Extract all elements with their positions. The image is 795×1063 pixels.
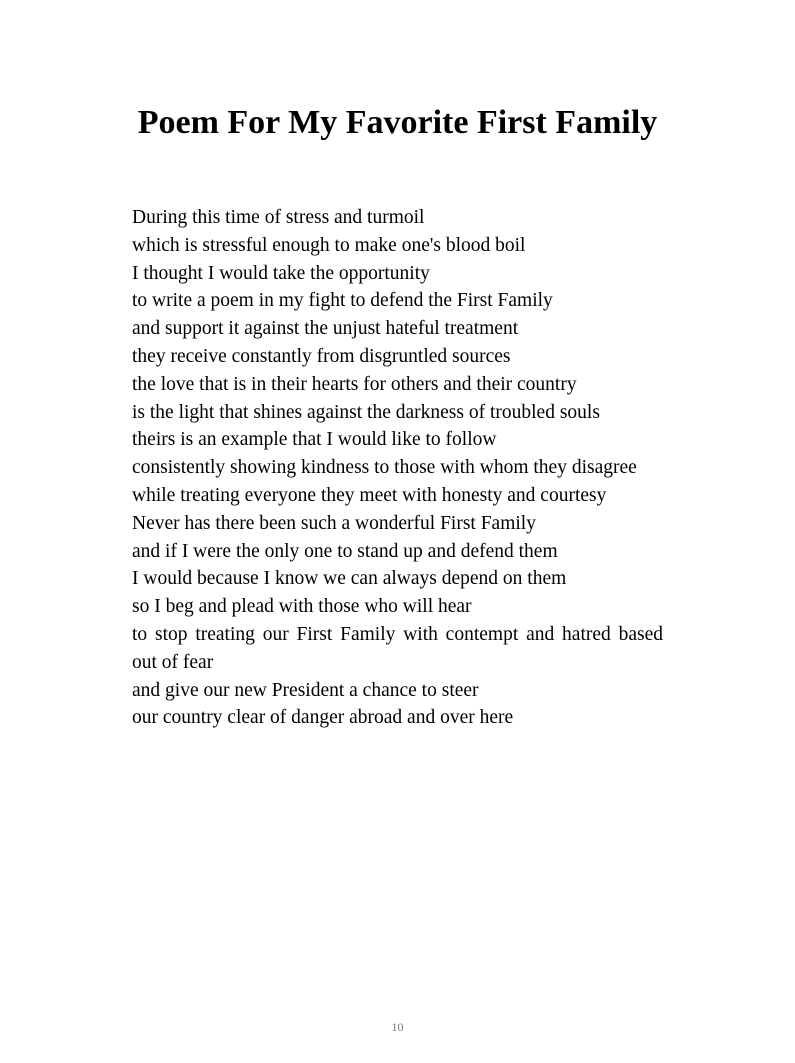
- poem-line: and give our new President a chance to steer: [132, 679, 479, 701]
- poem-line: which is stressful enough to make one's blood boil: [132, 234, 526, 256]
- poem-line: and support it against the unjust hateful treatment: [132, 318, 519, 340]
- poem-line: Never has there been such a wonderful First Family: [132, 512, 536, 534]
- poem-line: the love that is in their hearts for others and their country: [132, 373, 577, 395]
- poem-line: consistently showing kindness to those with whom they disagree: [132, 457, 637, 479]
- poem-line: and if I were the only one to stand up and defend them: [132, 540, 558, 562]
- poem-line: is the light that shines against the darkness of troubled souls: [132, 401, 600, 423]
- poem-line: to stop treating our First Family with contempt and hatred based out of fear: [132, 623, 663, 673]
- poem-line: During this time of stress and turmoil: [132, 207, 425, 228]
- poem-line: I thought I would take the opportunity: [132, 262, 430, 284]
- poem-line: our country clear of danger abroad and over here: [132, 707, 514, 729]
- poem-line: so I beg and plead with those who will hear: [132, 596, 472, 618]
- poem-line: theirs is an example that I would like to follow: [132, 429, 497, 451]
- poem-line: I would because I know we can always depend on them: [132, 568, 567, 590]
- poem-line: they receive constantly from disgruntled sources: [132, 345, 511, 367]
- poem-body: [132, 204, 663, 732]
- poem-line: while treating everyone they meet with honesty and courtesy: [132, 484, 607, 506]
- poem-line: to write a poem in my fight to defend the First Family: [132, 290, 553, 312]
- poem-title: Poem For My Favorite First Family: [137, 104, 658, 141]
- page-number: 10: [391, 1020, 404, 1034]
